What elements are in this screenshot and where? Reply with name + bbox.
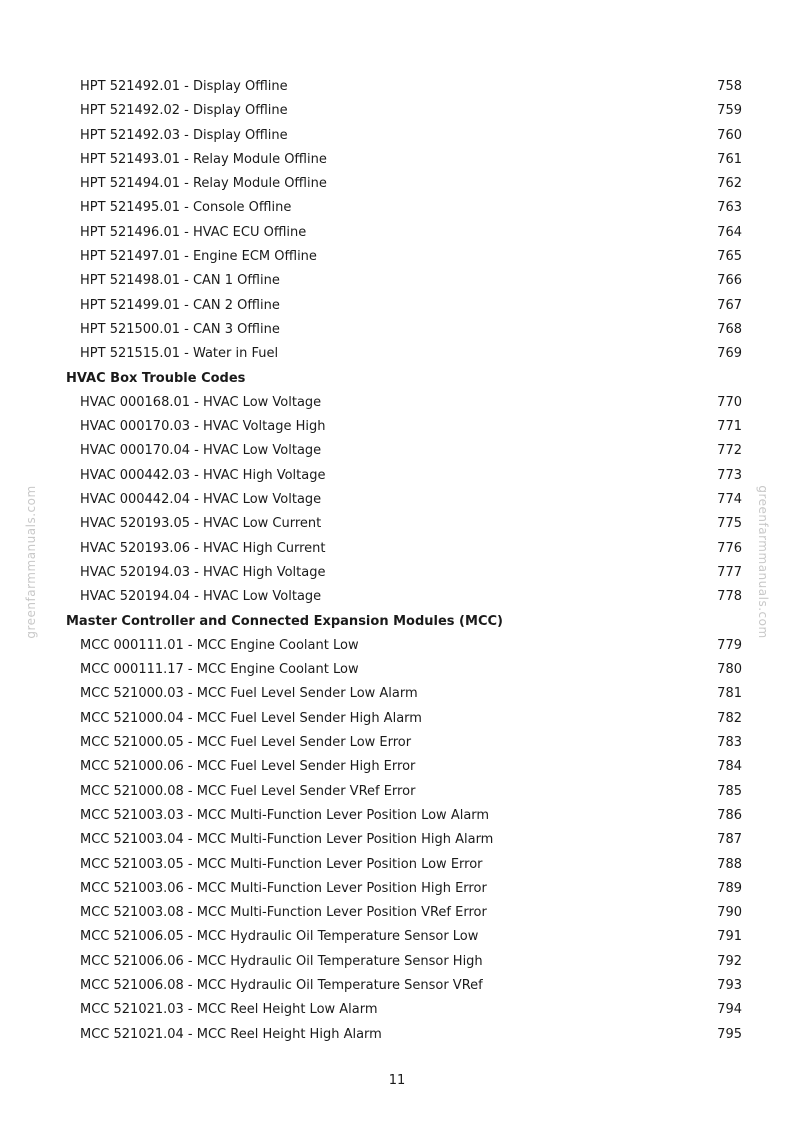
toc-entry-title: MCC 521006.06 - MCC Hydraulic Oil Temperature Sensor High — [80, 953, 483, 969]
toc-entry-title: MCC 521021.03 - MCC Reel Height Low Alarm — [80, 1002, 378, 1018]
toc-entry[interactable] — [66, 415, 742, 439]
toc-entry[interactable] — [66, 974, 742, 998]
toc-entry-page: 769 — [717, 346, 742, 362]
toc-entry-page: 766 — [717, 273, 742, 289]
toc-entry[interactable] — [66, 828, 742, 852]
toc-entry-title: HVAC 000442.03 - HVAC High Voltage — [80, 467, 326, 483]
toc-entry-title: HVAC 000170.03 - HVAC Voltage High — [80, 419, 326, 435]
toc-entry-page: 775 — [717, 516, 742, 532]
toc-entry-title: HVAC 520194.04 - HVAC Low Voltage — [80, 589, 322, 605]
toc-entry-page: 768 — [717, 321, 742, 337]
toc-entry-page: 764 — [717, 224, 742, 240]
toc-entry[interactable] — [66, 755, 742, 779]
toc-entry-title: HVAC 520194.03 - HVAC High Voltage — [80, 564, 326, 580]
toc-entry-page: 773 — [717, 467, 742, 483]
toc-entry[interactable] — [66, 148, 742, 172]
toc-entry[interactable] — [66, 998, 742, 1022]
toc-entry[interactable] — [66, 780, 742, 804]
toc-entry[interactable] — [66, 658, 742, 682]
toc-entry[interactable] — [66, 901, 742, 925]
toc-entry-page: 761 — [717, 151, 742, 167]
toc-entry[interactable] — [66, 221, 742, 245]
toc-entry-page: 792 — [717, 953, 742, 969]
toc-entry-title: HVAC 000168.01 - HVAC Low Voltage — [80, 394, 322, 410]
toc-entry-page: 759 — [717, 103, 742, 119]
toc-entry[interactable] — [66, 512, 742, 536]
toc-entry-title: HPT 521515.01 - Water in Fuel — [80, 346, 279, 362]
toc-entry[interactable] — [66, 585, 742, 609]
toc-entry[interactable] — [66, 439, 742, 463]
toc-entry[interactable] — [66, 1023, 742, 1047]
toc-entry-page: 794 — [717, 1002, 742, 1018]
toc-entry-title: MCC 000111.01 - MCC Engine Coolant Low — [80, 637, 359, 653]
toc-entry-title: HPT 521492.01 - Display Offline — [80, 79, 288, 94]
toc-entry-title: HVAC 520193.06 - HVAC High Current — [80, 540, 326, 556]
toc-entry[interactable] — [66, 925, 742, 949]
toc-entry-title: MCC 521021.04 - MCC Reel Height High Alarm — [80, 1026, 382, 1042]
toc-entry-title: HVAC 000442.04 - HVAC Low Voltage — [80, 492, 322, 508]
toc-entry[interactable] — [66, 196, 742, 220]
toc-entry-page: 786 — [717, 807, 742, 823]
toc-entry-title: MCC 521000.08 - MCC Fuel Level Sender VRef Error — [80, 783, 416, 799]
toc-entry-title: HVAC 000170.04 - HVAC Low Voltage — [80, 443, 322, 459]
toc-entry[interactable] — [66, 245, 742, 269]
toc-entry-page: 785 — [717, 783, 742, 799]
toc-entry-title: MCC 521000.03 - MCC Fuel Level Sender Low Alarm — [80, 686, 418, 702]
toc-entry[interactable] — [66, 99, 742, 123]
toc-entry-title: HPT 521498.01 - CAN 1 Offline — [80, 273, 280, 289]
toc-entry-page: 760 — [717, 127, 742, 143]
toc-entry-page: 788 — [717, 856, 742, 872]
watermark-right: greenfarmmanuals.com — [756, 485, 770, 639]
toc-entry-title: HPT 521492.03 - Display Offline — [80, 127, 288, 143]
toc-entry[interactable] — [66, 731, 742, 755]
toc-entry-page: 784 — [717, 759, 742, 775]
toc-entry[interactable] — [66, 634, 742, 658]
toc-entry[interactable] — [66, 342, 742, 366]
toc-entry-page: 783 — [717, 735, 742, 751]
toc-entry-title: HPT 521493.01 - Relay Module Offline — [80, 151, 327, 167]
section-heading: Master Controller and Connected Expansion Modules (MCC) — [66, 613, 503, 629]
toc-entry-page: 780 — [717, 662, 742, 678]
toc-entry-title: HPT 521492.02 - Display Offline — [80, 103, 288, 119]
toc-entry-page: 791 — [717, 929, 742, 945]
toc-entry-page: 789 — [717, 880, 742, 896]
toc-entry[interactable] — [66, 294, 742, 318]
toc-entry-title: MCC 521003.04 - MCC Multi-Function Lever Position High Alarm — [80, 832, 494, 848]
toc-entry-page: 777 — [717, 564, 742, 580]
toc-entry-page: 770 — [717, 394, 742, 410]
toc-entry-title: HPT 521499.01 - CAN 2 Offline — [80, 297, 280, 313]
toc-entry-title: HPT 521497.01 - Engine ECM Offline — [80, 249, 317, 265]
toc-entry-page: 762 — [717, 176, 742, 192]
toc-entry-title: HPT 521496.01 - HVAC ECU Offline — [80, 224, 307, 240]
toc-entry[interactable] — [66, 464, 742, 488]
toc-entry-title: HVAC 520193.05 - HVAC Low Current — [80, 516, 322, 532]
toc-entry-title: HPT 521495.01 - Console Offline — [80, 200, 292, 216]
toc-entry-title: MCC 521003.05 - MCC Multi-Function Lever Position Low Error — [80, 856, 483, 872]
toc-entry[interactable] — [66, 950, 742, 974]
toc-entry-page: 781 — [717, 686, 742, 702]
toc-entry-page: 776 — [717, 540, 742, 556]
toc-entry[interactable] — [66, 537, 742, 561]
toc-entry-page: 778 — [717, 589, 742, 605]
toc-entry-title: MCC 521003.03 - MCC Multi-Function Lever Position Low Alarm — [80, 807, 490, 823]
toc-entry-page: 758 — [717, 79, 742, 94]
toc-entry[interactable] — [66, 318, 742, 342]
toc-entry[interactable] — [66, 269, 742, 293]
toc-entry[interactable] — [66, 75, 742, 99]
toc-entry-title: HPT 521494.01 - Relay Module Offline — [80, 176, 327, 192]
toc-entry-page: 793 — [717, 977, 742, 993]
toc-entry[interactable] — [66, 391, 742, 415]
toc-entry-title: MCC 521000.04 - MCC Fuel Level Sender High Alarm — [80, 710, 422, 726]
toc-entry-title: MCC 521000.05 - MCC Fuel Level Sender Low Error — [80, 735, 412, 751]
toc-entry-title: MCC 521006.05 - MCC Hydraulic Oil Temperature Sensor Low — [80, 929, 479, 945]
toc-entry-title: MCC 521003.08 - MCC Multi-Function Lever Position VRef Error — [80, 905, 487, 921]
toc-entry-page: 782 — [717, 710, 742, 726]
toc-entry-page: 795 — [717, 1026, 742, 1042]
section-heading: HVAC Box Trouble Codes — [66, 370, 246, 386]
toc-entry[interactable] — [66, 561, 742, 585]
toc-entry-title: HPT 521500.01 - CAN 3 Offline — [80, 321, 280, 337]
toc-entry[interactable] — [66, 682, 742, 706]
toc-entry-page: 771 — [717, 419, 742, 435]
toc-entry[interactable] — [66, 853, 742, 877]
toc-entry-page: 763 — [717, 200, 742, 216]
toc-entry-page: 787 — [717, 832, 742, 848]
toc-entry[interactable] — [66, 488, 742, 512]
toc-entry-page: 772 — [717, 443, 742, 459]
watermark-left: greenfarmmanuals.com — [24, 485, 38, 639]
toc-entry[interactable] — [66, 804, 742, 828]
toc-entry-title: MCC 521006.08 - MCC Hydraulic Oil Temperature Sensor VRef — [80, 977, 483, 993]
toc-entry-page: 790 — [717, 905, 742, 921]
toc-entry[interactable] — [66, 172, 742, 196]
toc-entry[interactable] — [66, 877, 742, 901]
toc-entry-page: 765 — [717, 249, 742, 265]
toc-entry-title: MCC 521000.06 - MCC Fuel Level Sender High Error — [80, 759, 416, 775]
toc-entry[interactable] — [66, 124, 742, 148]
toc-entry[interactable] — [66, 707, 742, 731]
toc-entry-page: 767 — [717, 297, 742, 313]
table-of-contents — [66, 75, 742, 1047]
toc-entry-page: 779 — [717, 637, 742, 653]
toc-entry-title: MCC 000111.17 - MCC Engine Coolant Low — [80, 662, 359, 678]
toc-entry-page: 774 — [717, 492, 742, 508]
page-number: 11 — [388, 1073, 406, 1088]
toc-entry-title: MCC 521003.06 - MCC Multi-Function Lever Position High Error — [80, 880, 487, 896]
